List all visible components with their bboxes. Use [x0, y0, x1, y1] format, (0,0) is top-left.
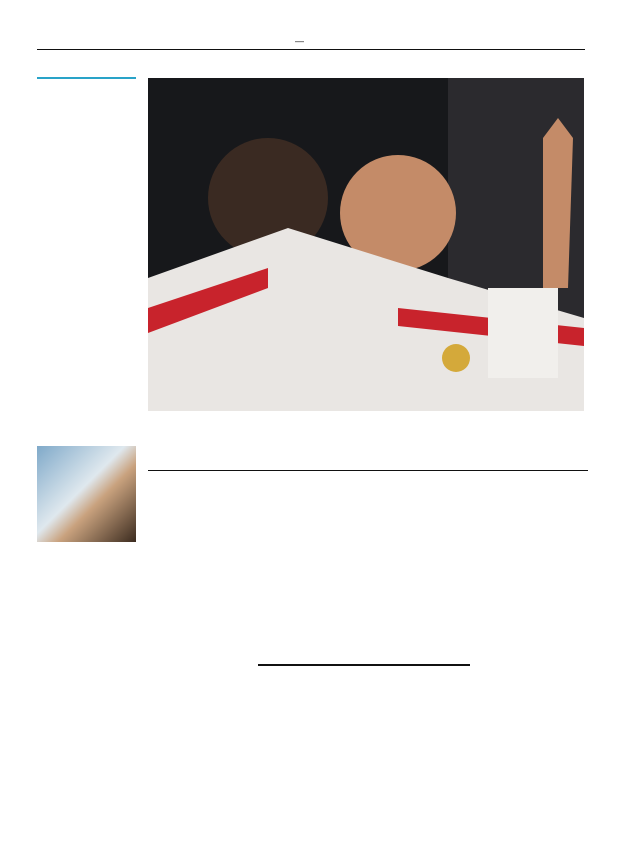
body-column-2 [258, 537, 360, 654]
body-column-1 [148, 537, 250, 837]
header-rule [37, 49, 585, 50]
box-body [258, 681, 470, 811]
sidebar-top-rule [37, 77, 136, 79]
main-photo [148, 78, 584, 411]
ratings-sidebar [37, 80, 136, 85]
headline-rule [148, 470, 588, 471]
subsection-label: — [295, 36, 304, 46]
box-top-rule [258, 664, 470, 666]
celebration-illustration [148, 78, 584, 411]
body-column-3 [370, 449, 472, 654]
player-thumbnail-photo [37, 446, 136, 542]
body-column-4 [482, 478, 584, 838]
sidebar-story [258, 671, 470, 811]
page-header [37, 34, 585, 48]
